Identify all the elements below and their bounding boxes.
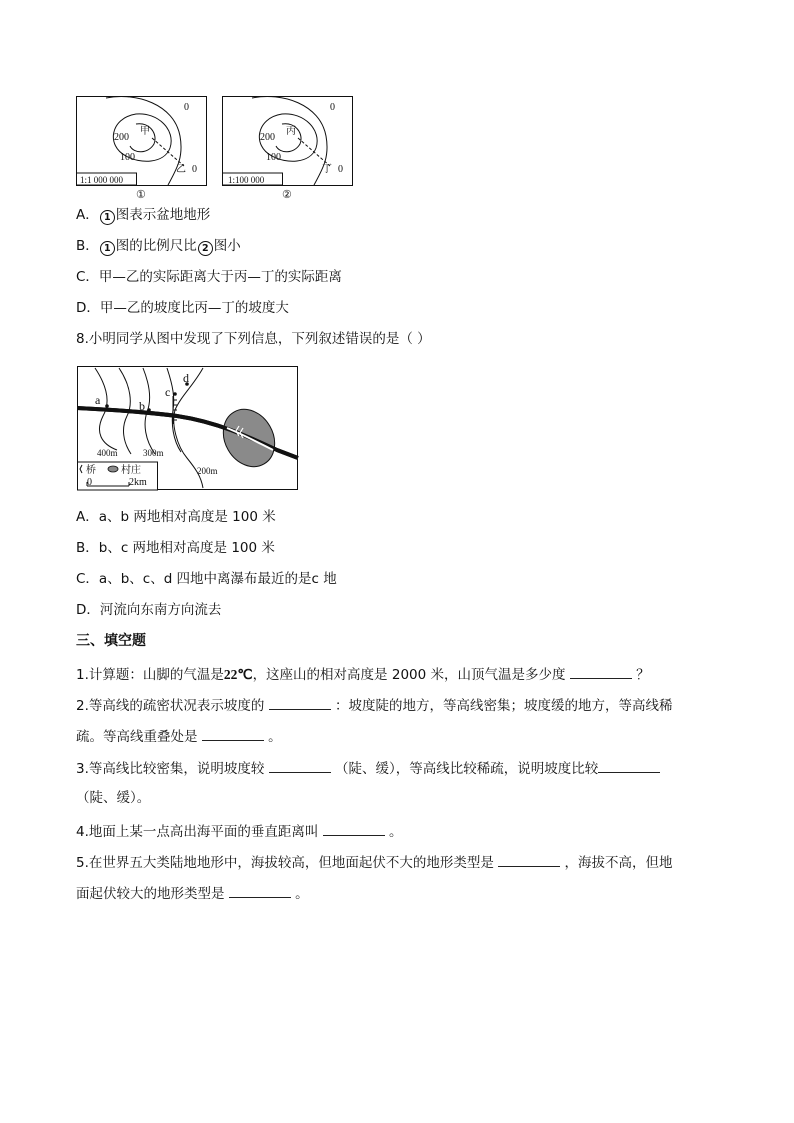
q8-contour-300: 300m xyxy=(143,448,164,458)
q8-legend-village: 村庄 xyxy=(121,465,141,476)
q8-legend-bridge: 桥 xyxy=(86,465,96,476)
contour-map-2 xyxy=(222,96,353,188)
q8-option-a: A．a、b 两地相对高度是 100 米 xyxy=(76,509,276,525)
answer-blank[interactable] xyxy=(269,695,331,710)
map2-label-100: 100 xyxy=(266,152,281,163)
fill-q4: 4.地面上某一点高出海平面的垂直距离叫 。 xyxy=(76,821,402,841)
map2-label-0b: 0 xyxy=(338,164,343,175)
answer-blank[interactable] xyxy=(598,758,660,773)
map1-label-100: 100 xyxy=(120,152,135,163)
fill-q1: 1.计算题：山脚的气温是22℃，这座山的相对高度是 2000 米，山顶气温是多少度 ？ xyxy=(76,664,650,684)
q8-contour-map xyxy=(77,366,299,492)
map2-caption: ② xyxy=(282,189,292,201)
answer-blank[interactable] xyxy=(202,726,264,741)
q8-stem: 8.小明同学从图中发现了下列信息，下列叙述错误的是（ ） xyxy=(76,331,431,347)
q8-scale-2km: 2km xyxy=(129,477,147,488)
q8-option-b: B．b、c 两地相对高度是 100 米 xyxy=(76,540,275,556)
q7-option-a: A． 1 图表示盆地地形 xyxy=(76,207,211,223)
map1-caption: ① xyxy=(136,189,146,201)
answer-blank[interactable] xyxy=(269,758,331,773)
q8-point-a: a xyxy=(95,393,101,407)
q7-option-d: D．甲—乙的坡度比丙—丁的坡度大 xyxy=(76,300,289,316)
q8-option-d: D．河流向东南方向流去 xyxy=(76,602,222,618)
q8-point-b: b xyxy=(139,399,145,413)
q7-option-b: B． 1 图的比例尺比 2 图小 xyxy=(76,238,241,254)
q8-scale-0: 0 xyxy=(87,477,92,488)
answer-blank[interactable] xyxy=(229,883,291,898)
map2-label-200: 200 xyxy=(260,132,275,143)
map2-bing: 丙 xyxy=(286,126,296,137)
fill-q5-line2: 面起伏较大的地形类型是 。 xyxy=(76,883,309,903)
map2-scale: 1:100 000 xyxy=(228,175,265,185)
map1-label-0b: 0 xyxy=(192,164,197,175)
q8-contour-400: 400m xyxy=(97,448,118,458)
fill-q2-line1: 2.等高线的疏密状况表示坡度的 ：坡度陡的地方，等高线密集；坡度缓的地方，等高线稀 xyxy=(76,695,672,715)
fill-q2-line2: 疏。等高线重叠处是 。 xyxy=(76,726,282,746)
answer-blank[interactable] xyxy=(570,664,632,679)
q8-contour-200: 200m xyxy=(197,466,218,476)
fill-q3-line1: 3.等高线比较密集，说明坡度较 （陡、缓），等高线比较稀疏，说明坡度比较 xyxy=(76,758,660,778)
q7-option-c: C．甲—乙的实际距离大于丙—丁的实际距离 xyxy=(76,269,342,285)
map2-ding: 丁 xyxy=(322,164,332,175)
q8-point-d: d xyxy=(183,371,189,385)
answer-blank[interactable] xyxy=(323,821,385,836)
map2-label-0: 0 xyxy=(330,102,335,113)
fill-q5-line1: 5.在世界五大类陆地地形中，海拔较高，但地面起伏不大的地形类型是 ，海拔不高，但地 xyxy=(76,852,672,872)
section-title: 三、填空题 xyxy=(76,633,146,649)
q8-point-c: c xyxy=(165,385,171,399)
map1-label-200: 200 xyxy=(114,132,129,143)
map1-jia: 甲 xyxy=(140,126,150,137)
answer-blank[interactable] xyxy=(498,852,560,867)
contour-map-1 xyxy=(76,96,207,188)
fill-q3-line2: （陡、缓）。 xyxy=(76,790,151,806)
map1-label-0: 0 xyxy=(184,102,189,113)
map1-yi: 乙 xyxy=(176,164,186,175)
map1-scale: 1:1 000 000 xyxy=(80,175,124,185)
q8-option-c: C．a、b、c、d 四地中离瀑布最近的是c 地 xyxy=(76,571,337,587)
